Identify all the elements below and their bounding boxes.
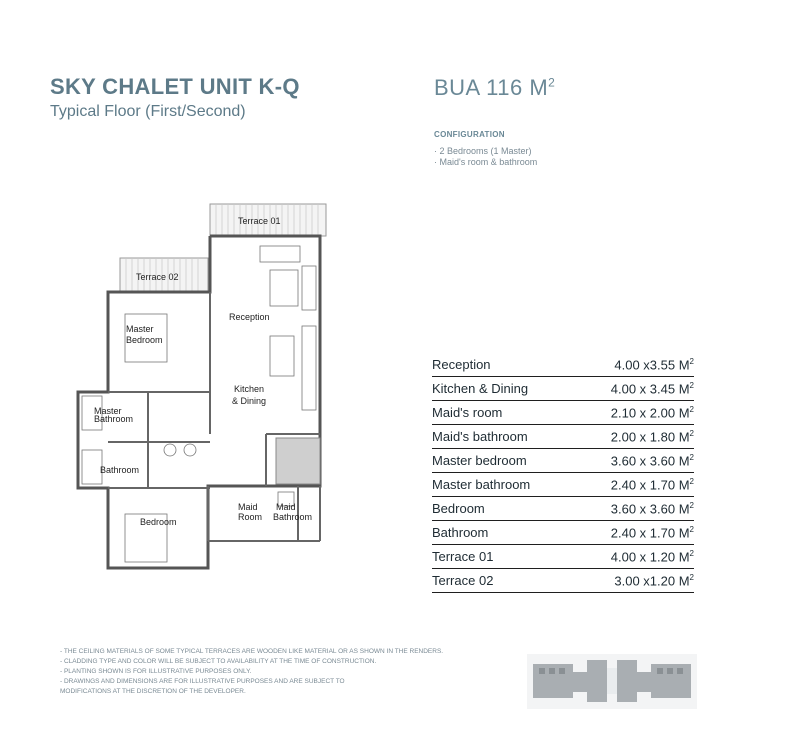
area-dimension: 3.60 x 3.60 M <box>610 453 690 469</box>
disclaimer-line: MODIFICATIONS AT THE DISCRETION OF THE DEVELOPER. <box>60 688 246 695</box>
bua-area <box>434 75 555 101</box>
floor-plan <box>70 196 330 594</box>
area-dimension: 2.40 x 1.70 M <box>610 525 690 541</box>
area-unit-sup: 2 <box>689 428 694 438</box>
area-row <box>432 377 694 401</box>
area-unit-sup: 2 <box>689 524 694 534</box>
configuration-list <box>434 146 537 168</box>
label-maid-room-2: Room <box>238 512 263 522</box>
label-bathroom: Bathroom <box>100 465 140 475</box>
area-row <box>432 473 694 497</box>
label-maid-bath-1: Maid <box>276 502 296 512</box>
area-room-name: Kitchen & Dining <box>432 381 529 396</box>
label-kitchen-2: & Dining <box>232 396 267 406</box>
label-terrace02: Terrace 02 <box>136 272 179 282</box>
service-shaft <box>276 438 320 484</box>
configuration-item: · 2 Bedrooms (1 Master) <box>434 146 532 156</box>
label-reception: Reception <box>229 312 270 322</box>
area-row <box>432 569 694 593</box>
disclaimer-line: - PLANTING SHOWN IS FOR ILLUSTRATIVE PURPOSES ONLY. <box>60 668 252 675</box>
area-room-value <box>611 381 694 396</box>
area-room-value <box>611 501 694 516</box>
disclaimer-notes <box>60 647 443 697</box>
label-terrace01: Terrace 01 <box>238 216 281 226</box>
area-row <box>432 521 694 545</box>
area-room-value <box>611 429 694 444</box>
area-room-value <box>611 525 694 540</box>
disclaimer-line: - CLADDING TYPE AND COLOR WILL BE SUBJECT TO AVAILABILITY AT THE TIME OF CONSTRUCTION. <box>60 658 377 665</box>
area-dimension: 4.00 x 1.20 M <box>610 549 690 565</box>
area-unit-sup: 2 <box>689 476 694 486</box>
area-unit-sup: 2 <box>689 500 694 510</box>
area-room-name: Reception <box>432 357 491 372</box>
area-unit-sup: 2 <box>689 548 694 558</box>
key-plan-drawing <box>527 654 697 709</box>
area-dimension: 4.00 x3.55 M <box>614 357 690 373</box>
label-master-bedroom-1: Master <box>126 324 154 334</box>
area-room-name: Maid's room <box>432 405 503 420</box>
area-unit-sup: 2 <box>689 356 694 366</box>
floor-plan-drawing <box>70 196 330 594</box>
area-room-value <box>614 573 694 588</box>
area-room-name: Terrace 02 <box>432 573 494 588</box>
unit-title: SKY CHALET UNIT K-Q <box>50 74 300 99</box>
room-areas-table <box>432 353 694 593</box>
area-room-name: Bathroom <box>432 525 489 540</box>
label-bedroom: Bedroom <box>140 517 177 527</box>
area-dimension: 3.00 x1.20 M <box>614 573 690 589</box>
area-row <box>432 425 694 449</box>
area-room-name: Bedroom <box>432 501 485 516</box>
floor-subtitle: Typical Floor (First/Second) <box>50 103 246 120</box>
area-dimension: 2.00 x 1.80 M <box>610 429 690 445</box>
area-row <box>432 353 694 377</box>
area-unit-sup: 2 <box>689 380 694 390</box>
area-dimension: 2.40 x 1.70 M <box>610 477 690 493</box>
area-dimension: 4.00 x 3.45 M <box>610 381 690 397</box>
area-row <box>432 497 694 521</box>
label-master-bathroom-2: Bathroom <box>94 414 134 424</box>
label-master-bedroom-2: Bedroom <box>126 335 163 345</box>
area-unit-sup: 2 <box>689 404 694 414</box>
bua-label: BUA 116 M <box>434 75 549 100</box>
area-room-name: Master bathroom <box>432 477 531 492</box>
area-room-value <box>611 477 694 492</box>
area-dimension: 2.10 x 2.00 M <box>610 405 690 421</box>
area-row <box>432 401 694 425</box>
area-unit-sup: 2 <box>689 572 694 582</box>
label-master-bathroom-1: Master <box>94 406 122 416</box>
configuration-heading: CONFIGURATION <box>434 130 505 139</box>
configuration-item: · Maid's room & bathroom <box>434 157 538 167</box>
area-row <box>432 449 694 473</box>
label-kitchen-1: Kitchen <box>234 384 265 394</box>
area-row <box>432 545 694 569</box>
area-room-value <box>611 453 694 468</box>
area-room-value <box>611 405 694 420</box>
key-plan-thumbnail <box>527 654 697 709</box>
area-room-name: Terrace 01 <box>432 549 494 564</box>
bua-unit-sup: 2 <box>548 75 556 90</box>
label-maid-room-1: Maid <box>238 502 258 512</box>
disclaimer-line: - THE CEILING MATERIALS OF SOME TYPICAL TERRACES ARE WOODEN LIKE MATERIAL OR AS SHOWN IN THE RENDERS. <box>60 648 444 655</box>
area-room-name: Maid's bathroom <box>432 429 528 444</box>
area-room-name: Master bedroom <box>432 453 527 468</box>
label-maid-bath-2: Bathroom <box>273 512 313 522</box>
area-room-value <box>611 549 694 564</box>
area-room-value <box>614 357 694 372</box>
disclaimer-line: - DRAWINGS AND DIMENSIONS ARE FOR ILLUSTRATIVE PURPOSES AND ARE SUBJECT TO <box>60 678 345 685</box>
area-dimension: 3.60 x 3.60 M <box>610 501 690 517</box>
area-unit-sup: 2 <box>689 452 694 462</box>
